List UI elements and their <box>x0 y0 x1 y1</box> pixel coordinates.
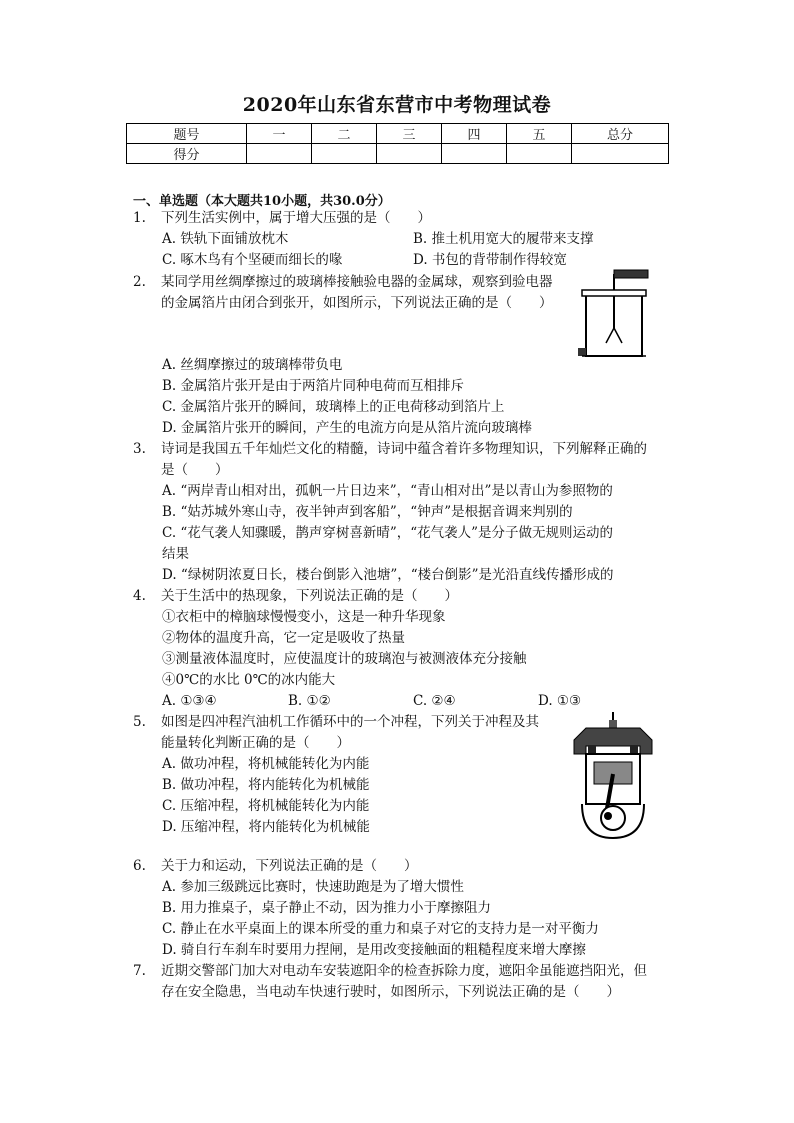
option-d: D. 骑自行车刹车时要用力捏闸，是用改变接触面的粗糙程度来增大摩擦 <box>162 942 586 958</box>
option-d: D. 压缩冲程，将内能转化为机械能 <box>162 819 370 835</box>
statement-3: ③测量液体温度时，应使温度计的玻璃泡与被测液体充分接触 <box>162 651 527 667</box>
engine-cylinder-diagram-icon <box>568 710 658 842</box>
score-table-header: 三 <box>377 124 442 144</box>
question-number: 1. <box>133 210 146 226</box>
question-stem: 关于力和运动，下列说法正确的是（ ） <box>161 858 418 874</box>
score-cell[interactable] <box>377 144 442 164</box>
question-number: 6. <box>133 858 146 874</box>
question-stem: 的金属箔片由闭合到张开，如图所示，下列说法正确的是（ ） <box>161 295 553 311</box>
electroscope-diagram-icon <box>576 268 652 364</box>
score-cell[interactable] <box>507 144 572 164</box>
option-c: C. 静止在水平桌面上的课本所受的重力和桌子对它的支持力是一对平衡力 <box>162 921 599 937</box>
question-number: 2. <box>133 274 146 290</box>
question-stem: 某同学用丝绸摩擦过的玻璃棒接触验电器的金属球，观察到验电器 <box>161 274 553 290</box>
option-a: A. 铁轨下面铺放枕木 <box>162 231 289 247</box>
score-table-header: 一 <box>247 124 312 144</box>
score-table-header: 五 <box>507 124 572 144</box>
option-b: B. 做功冲程，将内能转化为机械能 <box>162 777 370 793</box>
question-stem: 下列生活实例中，属于增大压强的是（ ） <box>161 210 431 226</box>
score-cell[interactable] <box>312 144 377 164</box>
score-table-header: 题号 <box>127 124 247 144</box>
option-a: A. 参加三级跳远比赛时，快速助跑是为了增大惯性 <box>162 879 464 895</box>
question-stem: 存在安全隐患，当电动车快速行驶时，如图所示，下列说法正确的是（ ） <box>161 984 620 1000</box>
option-b: B. 金属箔片张开是由于两箔片同种电荷而互相排斥 <box>162 378 465 394</box>
question-number: 4. <box>133 588 146 604</box>
score-table-header: 四 <box>442 124 507 144</box>
question-stem: 近期交警部门加大对电动车安装遮阳伞的检查拆除力度，遮阳伞虽能遮挡阳光，但 <box>161 963 647 979</box>
option-d: D. 金属箔片张开的瞬间，产生的电流方向是从箔片流向玻璃棒 <box>162 420 532 436</box>
score-row-label: 得分 <box>127 144 247 164</box>
option-c: C. “花气袭人知骤暖，鹊声穿树喜新晴”，“花气袭人”是分子做无规则运动的 <box>162 525 614 541</box>
option-b: B. ①② <box>288 693 331 709</box>
question-stem: 能量转化判断正确的是（ ） <box>161 735 350 751</box>
option-b: B. 推土机用宽大的履带来支撑 <box>413 231 594 247</box>
option-c: C. 压缩冲程，将机械能转化为内能 <box>162 798 370 814</box>
option-c-continued: 结果 <box>162 546 189 562</box>
score-table <box>126 123 669 164</box>
question-number: 3. <box>133 441 146 457</box>
option-d: D. 书包的背带制作得较宽 <box>413 252 567 268</box>
option-d: D. ①③ <box>538 693 582 709</box>
score-cell[interactable] <box>442 144 507 164</box>
statement-2: ②物体的温度升高，它一定是吸收了热量 <box>162 630 405 646</box>
question-stem: 如图是四冲程汽油机工作循环中的一个冲程，下列关于冲程及其 <box>161 714 539 730</box>
option-d: D. “绿树阴浓夏日长，楼台倒影入池塘”，“楼台倒影”是光沿直线传播形成的 <box>162 567 614 583</box>
page-title: 2020年山东省东营市中考物理试卷 <box>242 94 552 116</box>
option-b: B. 用力推桌子，桌子静止不动，因为推力小于摩擦阻力 <box>162 900 492 916</box>
question-stem: 是（ ） <box>161 462 229 478</box>
score-cell[interactable] <box>247 144 312 164</box>
option-b: B. “姑苏城外寒山寺，夜半钟声到客船”，“钟声”是根据音调来判别的 <box>162 504 573 520</box>
score-table-header: 二 <box>312 124 377 144</box>
option-a: A. 做功冲程，将机械能转化为内能 <box>162 756 370 772</box>
question-number: 7. <box>133 963 146 979</box>
statement-4: ④0℃的水比 0℃的冰内能大 <box>162 672 336 688</box>
statement-1: ①衣柜中的樟脑球慢慢变小，这是一种升华现象 <box>162 609 446 625</box>
section-heading: 一、单选题（本大题共10小题，共30.0分） <box>133 194 391 209</box>
option-a: A. “两岸青山相对出，孤帆一片日边来”，“青山相对出”是以青山为参照物的 <box>162 483 613 499</box>
score-table-header: 总分 <box>572 124 669 144</box>
score-cell[interactable] <box>572 144 669 164</box>
score-table-row <box>127 144 669 164</box>
question-stem: 关于生活中的热现象，下列说法正确的是（ ） <box>161 588 458 604</box>
option-c: C. 啄木鸟有个坚硬而细长的喙 <box>162 252 343 268</box>
option-c: C. 金属箔片张开的瞬间，玻璃棒上的正电荷移动到箔片上 <box>162 399 505 415</box>
question-number: 5. <box>133 714 146 730</box>
option-a: A. 丝绸摩擦过的玻璃棒带负电 <box>162 357 343 373</box>
option-c: C. ②④ <box>413 693 456 709</box>
score-table-header-row <box>127 124 669 144</box>
question-stem: 诗词是我国五千年灿烂文化的精髓，诗词中蕴含着许多物理知识，下列解释正确的 <box>161 441 647 457</box>
option-a: A. ①③④ <box>162 693 217 709</box>
